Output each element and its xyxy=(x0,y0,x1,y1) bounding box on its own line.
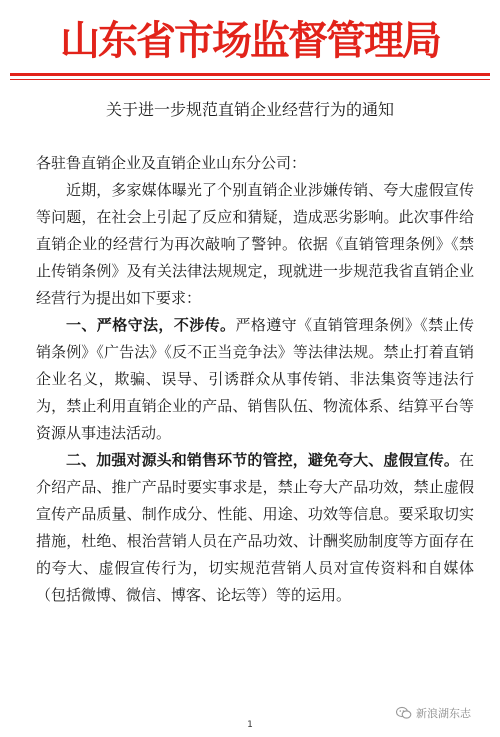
section-2-text: 在介绍产品、推广产品时要实事求是，禁止夸大产品功效，禁止虚假宣传产品质量、制作成分、性能、用途、功效等信息。要采取切实措施，杜绝、根治营销人员在产品功效、计酬奖励制度等方面存在的夸大、虚假宣传行为，切实规范营销人员对宣传资料和自媒体（包括微博、微信、博客、论坛等）等的运用。 xyxy=(36,451,474,604)
section-1-text: 严格遵守《直销管理条例》《禁止传销条例》《广告法》《反不正当竞争法》等法律法规。禁止打着直销企业名义，欺骗、误导、引诱群众从事传销、非法集资等违法行为，禁止利用直销企业的产品、销售队伍、物流体系、结算平台等资源从事违法活动。 xyxy=(36,316,474,442)
document-body xyxy=(36,150,474,609)
document-title: 关于进一步规范直销企业经营行为的通知 xyxy=(105,100,394,119)
watermark xyxy=(396,704,496,722)
intro-paragraph: 近期，多家媒体曝光了个别直销企业涉嫌传销、夸大虚假宣传等问题，在社会上引起了反应和猜疑，造成恶劣影响。此次事件给直销企业的经营行为再次敲响了警钟。依据《直销管理条例》《禁止传销条例》及有关法律法规规定，现就进一步规范我省直销企业经营行为提出如下要求： xyxy=(36,181,474,307)
header-rule-thin xyxy=(10,79,490,80)
page-number: 1 xyxy=(247,720,253,730)
org-header: 山东省市场监督管理局 xyxy=(60,17,440,64)
section-2 xyxy=(36,447,474,609)
header-rule-thick xyxy=(10,73,490,76)
wechat-icon xyxy=(396,706,412,720)
section-1-heading: 一、严格守法，不涉传。 xyxy=(66,316,236,334)
section-2-heading: 二、加强对源头和销售环节的管控，避免夸大、虚假宣传。 xyxy=(66,451,459,469)
section-1 xyxy=(36,312,474,447)
watermark-text: 新浪湖东志 xyxy=(416,707,471,720)
salutation: 各驻鲁直销企业及直销企业山东分公司： xyxy=(36,154,307,172)
